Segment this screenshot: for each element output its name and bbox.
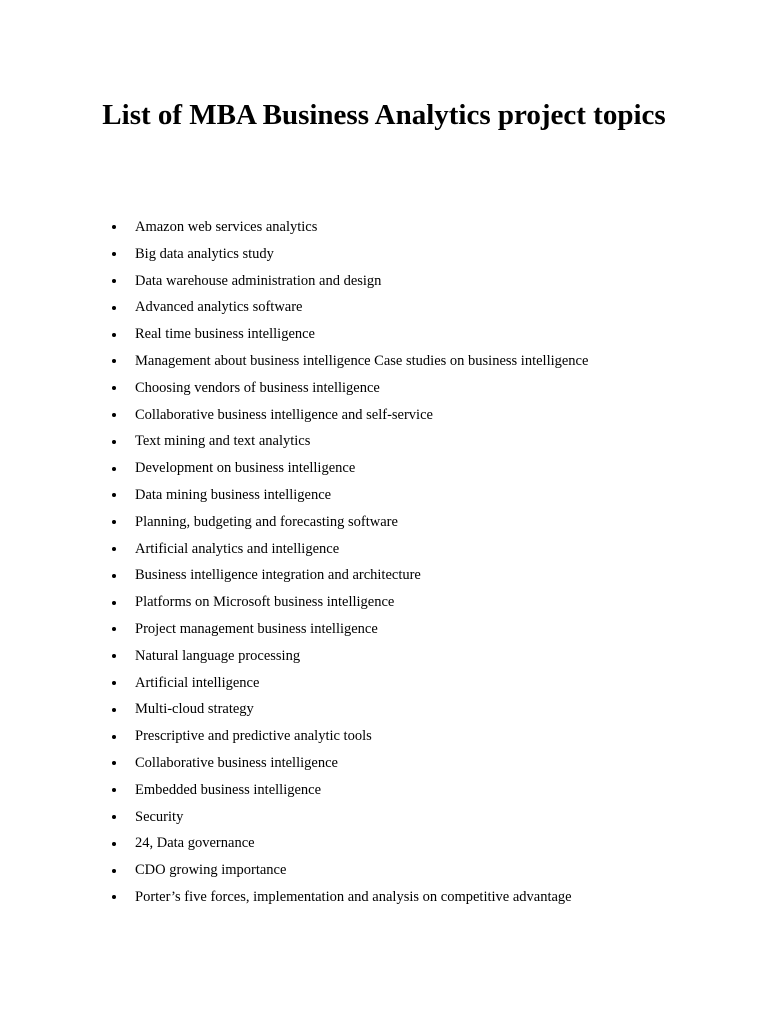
list-item-text: Embedded business intelligence <box>135 781 322 798</box>
list-item <box>0 321 768 348</box>
list-item <box>0 455 768 482</box>
list-item <box>0 348 768 375</box>
bullet-icon <box>112 681 116 685</box>
bullet-icon <box>112 413 116 417</box>
list-item-text: Platforms on Microsoft business intelligence <box>135 594 395 611</box>
list-item-text: Real time business intelligence <box>135 326 315 343</box>
list-item-text: Business intelligence integration and architecture <box>135 567 421 584</box>
list-item <box>0 509 768 536</box>
list-item-text: Planning, budgeting and forecasting software <box>135 513 398 530</box>
bullet-icon <box>112 654 116 658</box>
bullet-icon <box>112 627 116 631</box>
list-item-text: Data warehouse administration and design <box>135 272 382 289</box>
list-item-text: Prescriptive and predictive analytic tools <box>135 728 372 745</box>
list-item <box>0 670 768 697</box>
list-item-text: Collaborative business intelligence and self-service <box>135 406 433 423</box>
list-item-text: Security <box>135 808 184 825</box>
list-item-text: Natural language processing <box>135 647 301 664</box>
list-item <box>0 268 768 295</box>
list-item-text: Artificial intelligence <box>135 674 260 691</box>
bullet-icon <box>112 440 116 444</box>
list-item <box>0 536 768 563</box>
bullet-icon <box>112 708 116 712</box>
bullet-icon <box>112 815 116 819</box>
list-item <box>0 482 768 509</box>
list-item-text: CDO growing importance <box>135 862 287 879</box>
bullet-icon <box>112 547 116 551</box>
list-item-text: Data mining business intelligence <box>135 486 332 503</box>
list-item-text: Amazon web services analytics <box>135 219 318 235</box>
list-item <box>0 804 768 831</box>
bullet-icon <box>112 252 116 256</box>
list-item-text: 24, Data governance <box>135 835 255 852</box>
bullet-icon <box>112 842 116 846</box>
list-item <box>0 589 768 616</box>
bullet-icon <box>112 359 116 363</box>
list-item <box>0 696 768 723</box>
list-item <box>0 643 768 670</box>
list-item-text: Multi-cloud strategy <box>135 701 254 718</box>
page-title: List of MBA Business Analytics project topics <box>102 99 666 131</box>
bullet-icon <box>112 493 116 497</box>
bullet-icon <box>112 735 116 739</box>
list-item <box>0 214 768 241</box>
list-item-text: Big data analytics study <box>135 245 274 262</box>
list-item-text: Management about business intelligence Case studies on business intelligence <box>135 352 589 369</box>
list-item-text: Choosing vendors of business intelligence <box>135 379 380 396</box>
list-item <box>0 428 768 455</box>
list-item <box>0 616 768 643</box>
bullet-icon <box>112 333 116 337</box>
bullet-icon <box>112 279 116 283</box>
list-item-text: Artificial analytics and intelligence <box>135 540 340 557</box>
list-item <box>0 562 768 589</box>
bullet-icon <box>112 869 116 873</box>
bullet-icon <box>112 520 116 524</box>
bullet-icon <box>112 601 116 605</box>
bullet-icon <box>112 467 116 471</box>
bullet-icon <box>112 306 116 310</box>
list-item <box>0 830 768 857</box>
bullet-icon <box>112 386 116 390</box>
list-item <box>0 375 768 402</box>
list-item <box>0 294 768 321</box>
list-item-text: Development on business intelligence <box>135 460 356 477</box>
bullet-icon <box>112 761 116 765</box>
list-item-text: Collaborative business intelligence <box>135 754 338 771</box>
list-item <box>0 750 768 777</box>
topic-list <box>0 214 768 911</box>
list-item <box>0 402 768 429</box>
bullet-icon <box>112 574 116 578</box>
list-item <box>0 857 768 884</box>
list-item <box>0 884 768 911</box>
bullet-icon <box>112 225 116 229</box>
list-item-text: Porter’s five forces, implementation and analysis on competitive advantage <box>135 888 572 905</box>
bullet-icon <box>112 788 116 792</box>
list-item <box>0 241 768 268</box>
bullet-icon <box>112 895 116 899</box>
list-item-text: Project management business intelligence <box>135 620 378 637</box>
list-item-text: Advanced analytics software <box>135 299 303 316</box>
list-item <box>0 777 768 804</box>
list-item <box>0 723 768 750</box>
list-item-text: Text mining and text analytics <box>135 433 311 450</box>
